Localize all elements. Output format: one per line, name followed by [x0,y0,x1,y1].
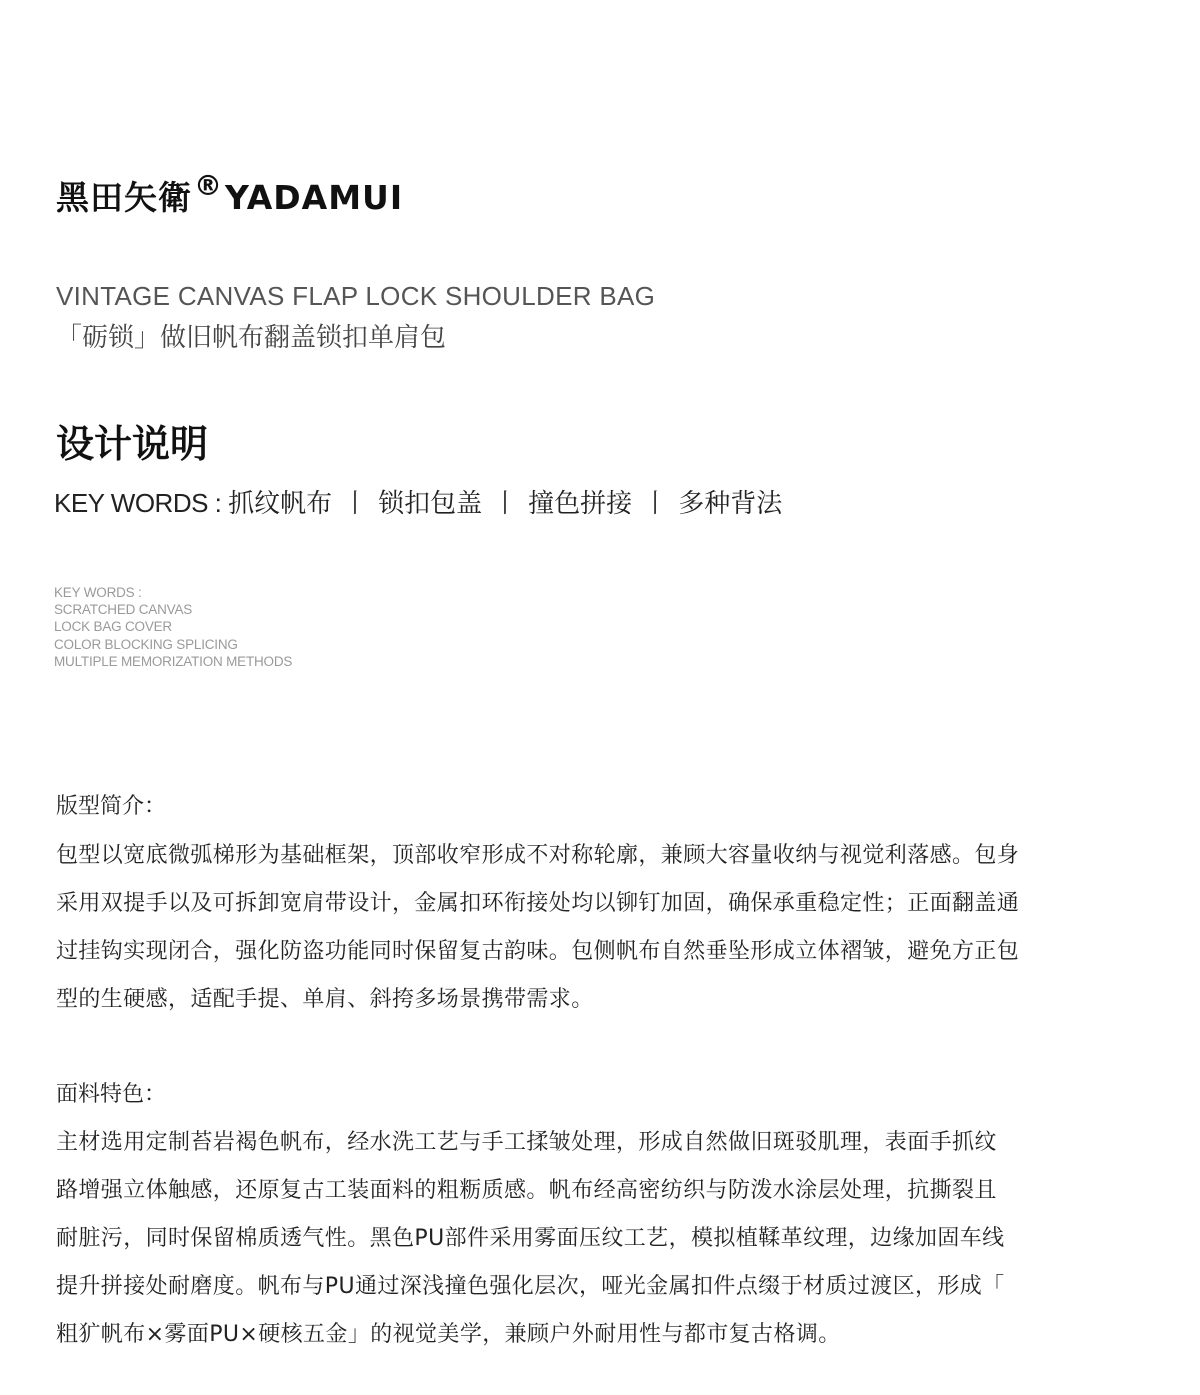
keyword-separator: 丨 [492,489,519,519]
keyword-list-item: SCRATCHED CANVAS [54,602,193,618]
brand-cn-name: 黑田矢衛 [56,178,192,217]
keyword-list-item: COLOR BLOCKING SPLICING [54,636,238,652]
product-title-cn: 「砺锁」做旧帆布翻盖锁扣单肩包 [56,323,447,353]
keyword-list-item: LOCK BAG COVER [54,619,172,635]
keywords-line [54,490,782,517]
keyword-list-en [54,584,292,670]
section-title-fabric: 面料特色： [56,1082,167,1107]
paragraph-line: 主材选用定制苔岩褐色帆布，经水洗工艺与手工揉皱处理，形成自然做旧斑驳肌理，表面手抓纹 [56,1130,997,1155]
paragraph-line: 采用双提手以及可拆卸宽肩带设计，金属扣环衔接处均以铆钉加固，确保承重稳定性；正面翻盖通 [56,891,1020,916]
brand-en-name: YADAMUI [225,178,404,217]
keyword-separator: 丨 [342,489,369,519]
paragraph-line: 提升拼接处耐磨度。帆布与PU通过深浅撞色强化层次，哑光金属扣件点缀于材质过渡区，形成「 [56,1274,1005,1299]
paragraph-line: 粗犷帆布×雾面PU×硬核五金」的视觉美学，兼顾户外耐用性与都市复古格调。 [56,1322,841,1347]
design-heading: 设计说明 [56,422,209,466]
keyword-list-item: MULTIPLE MEMORIZATION METHODS [54,653,293,669]
paragraph-line: 包型以宽底微弧梯形为基础框架，顶部收窄形成不对称轮廓，兼顾大容量收纳与视觉利落感。包身 [56,843,1020,868]
section-title-silhouette: 版型简介： [56,794,167,819]
paragraph-line: 型的生硬感，适配手提、单肩、斜挎多场景携带需求。 [56,987,594,1012]
product-title-en: VINTAGE CANVAS FLAP LOCK SHOULDER BAG [56,281,656,311]
keywords-label: KEY WORDS : [54,488,229,518]
keyword-item: 锁扣包盖 [378,489,483,519]
paragraph-line: 耐脏污，同时保留棉质透气性。黑色PU部件采用雾面压纹工艺，模拟植鞣革纹理，边缘加固车线 [56,1226,1005,1251]
keyword-separator: 丨 [642,489,669,519]
paragraph-line: 路增强立体触感，还原复古工装面料的粗粝质感。帆布经高密纺织与防泼水涂层处理，抗撕裂且 [56,1178,997,1203]
registered-mark: ® [194,169,223,202]
section-body-silhouette [56,832,1146,1024]
section-body-fabric [56,1119,1146,1359]
keyword-list-item: KEY WORDS : [54,585,142,600]
keyword-item: 多种背法 [678,489,783,519]
keyword-item: 抓纹帆布 [228,489,333,519]
brand-logo [56,169,404,217]
keyword-item: 撞色拼接 [528,489,633,519]
paragraph-line: 过挂钩实现闭合，强化防盗功能同时保留复古韵味。包侧帆布自然垂坠形成立体褶皱，避免方正包 [56,939,1020,964]
